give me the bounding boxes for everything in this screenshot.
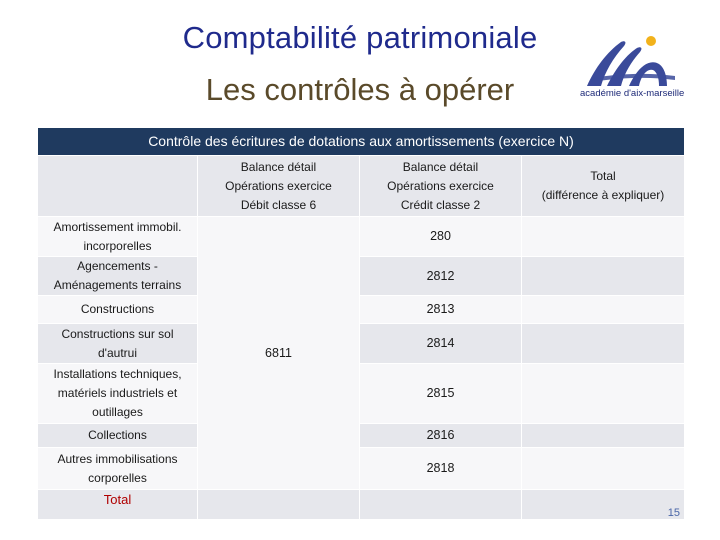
slide-title-line2: Les contrôles à opérer [205,72,515,107]
column-header-credit: Balance détail Opérations exercice Crédit classe 2 [360,156,522,217]
column-header-total: Total (différence à expliquer) [522,156,685,217]
slide-title-line1: Comptabilité patrimoniale [182,20,538,55]
row-label: Constructions [38,296,198,324]
credit-account-cell: 2815 [360,364,522,424]
total-cell [522,424,685,448]
total-cell [522,324,685,364]
total-total-cell [522,490,685,520]
credit-account-cell: 280 [360,217,522,257]
total-credit-cell [360,490,522,520]
row-label: Constructions sur sol d'autrui [38,324,198,364]
total-cell [522,217,685,257]
row-label: Agencements - Aménagements terrains [38,257,198,296]
credit-account-cell: 2813 [360,296,522,324]
row-label: Collections [38,424,198,448]
total-debit-cell [198,490,360,520]
debit-account-cell: 6811 [198,217,360,490]
credit-account-cell: 2812 [360,257,522,296]
credit-account-cell: 2818 [360,448,522,490]
row-label: Amortissement immobil. incorporelles [38,217,198,257]
total-row-label: Total [38,490,198,520]
page-number: 15 [667,507,680,519]
row-label: Installations techniques, matériels industriels et outillages [38,364,198,424]
table-header: Contrôle des écritures de dotations aux amortissements (exercice N) [38,128,685,156]
header-empty-cell [38,156,198,217]
column-header-debit: Balance détail Opérations exercice Débit classe 6 [198,156,360,217]
total-cell [522,364,685,424]
total-cell [522,448,685,490]
credit-account-cell: 2816 [360,424,522,448]
logo-text: académie d'aix-marseille [580,88,685,99]
total-cell [522,296,685,324]
row-label: Autres immobilisations corporelles [38,448,198,490]
total-cell [522,257,685,296]
controle-table [37,127,685,520]
credit-account-cell: 2814 [360,324,522,364]
